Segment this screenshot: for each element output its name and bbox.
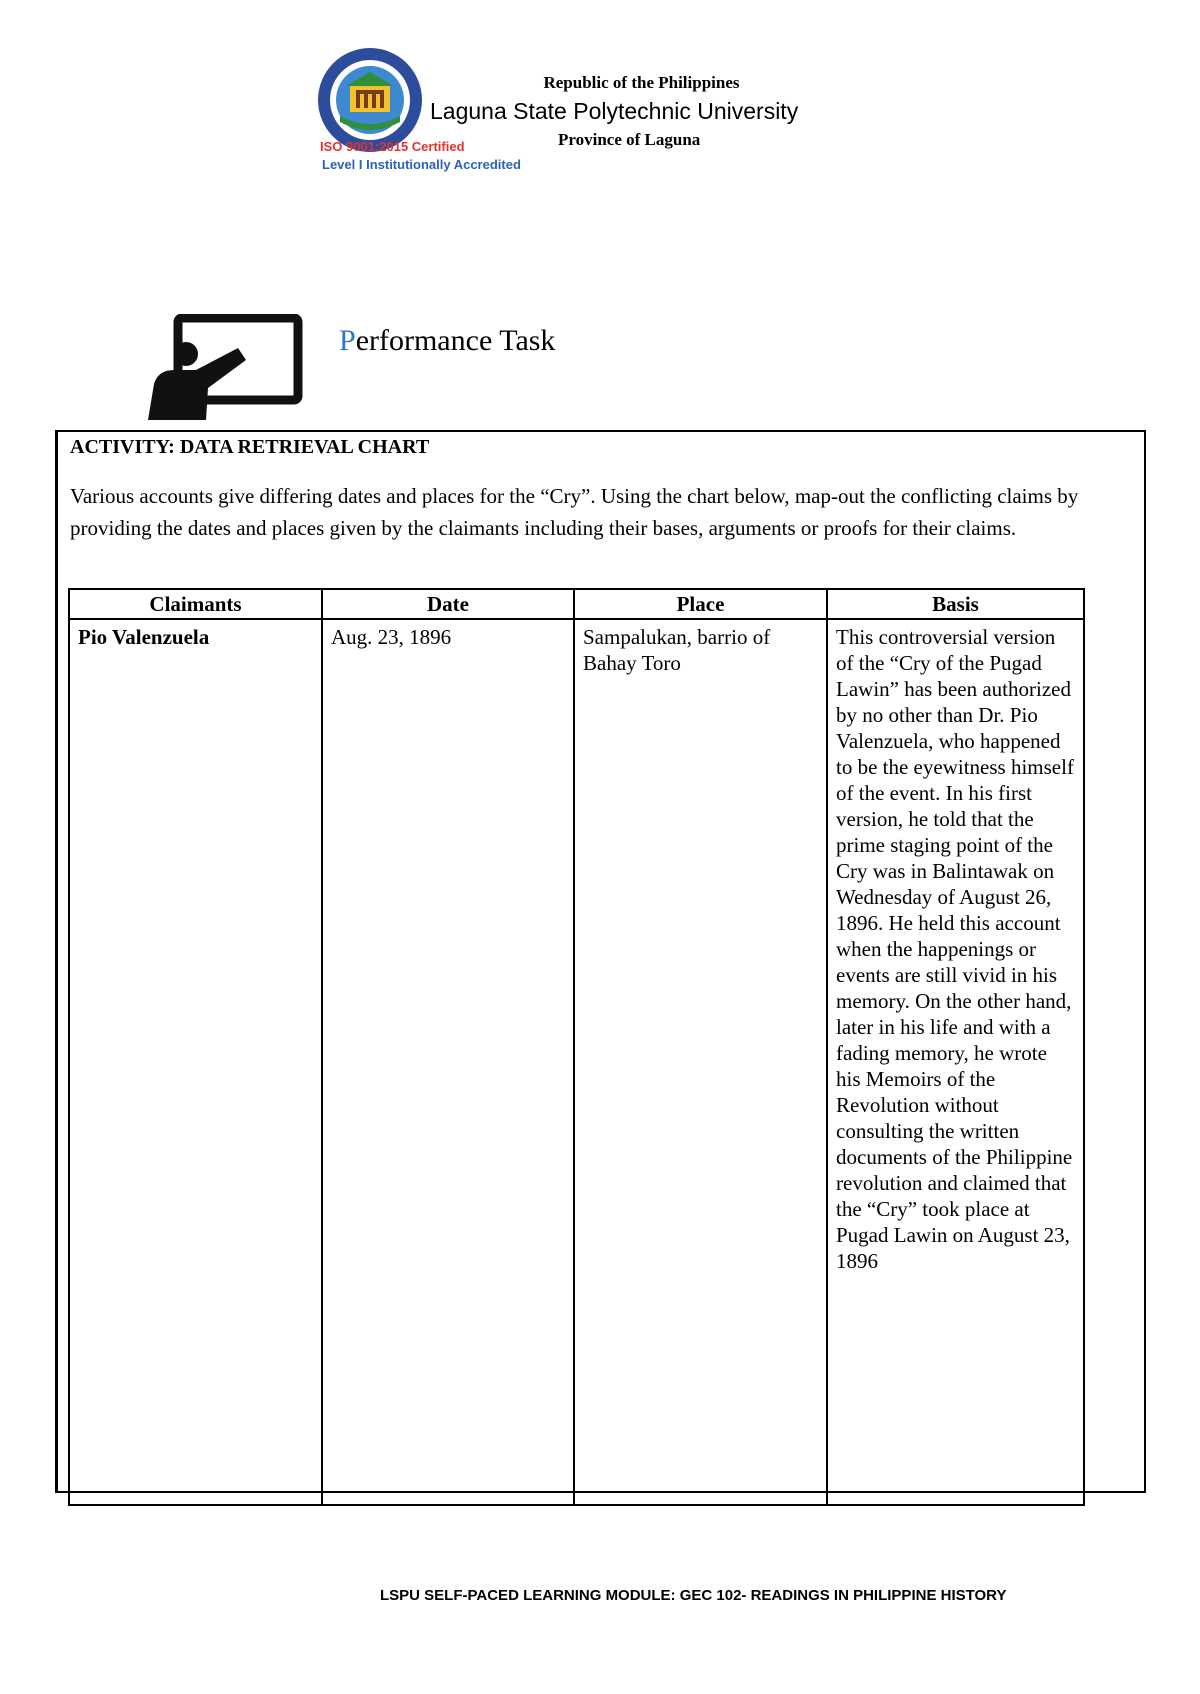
- cell-place: Sampalukan, barrio of Bahay Toro: [574, 619, 827, 1505]
- title-initial: P: [339, 324, 356, 357]
- republic-heading: Republic of the Philippines: [543, 73, 740, 92]
- performance-task-title: [339, 324, 555, 358]
- accreditation-level: Level I Institutionally Accredited: [322, 157, 521, 172]
- iso-certification: ISO 9001:2015 Certified: [320, 139, 465, 154]
- header-place: Place: [574, 589, 827, 619]
- title-rest: erformance Task: [355, 324, 556, 357]
- header-claimants: Claimants: [69, 589, 322, 619]
- header-date: Date: [322, 589, 574, 619]
- activity-heading: ACTIVITY: DATA RETRIEVAL CHART: [70, 436, 430, 458]
- activity-instructions: Various accounts give differing dates and places for the “Cry”. Using the chart below, map-out the conflicting claims by providing the dates and places given by the claimants including their bases, arguments or proofs for their claims.: [70, 484, 1079, 540]
- cell-basis: This controversial version of the “Cry of the Pugad Lawin” has been authorized by no other than Dr. Pio Valenzuela, who happened to be the eyewitness himself of the event. In his first version, he told that the prime staging point of the Cry was in Balintawak on Wednesday of August 26, 1896. He held this account when the happenings or events are still vivid in his memory. On the other hand, later in his life and with a fading memory, he wrote his Memoirs of the Revolution without consulting the written documents of the Philippine revolution and claimed that the “Cry” took place at Pugad Lawin on August 23, 1896: [827, 619, 1084, 1505]
- data-retrieval-chart: [68, 588, 1085, 1506]
- university-seal-logo: [316, 46, 424, 154]
- table-header-row: [69, 589, 1084, 619]
- table-row: [69, 619, 1084, 1505]
- province-heading: Province of Laguna: [558, 130, 701, 149]
- presentation-board-icon: [146, 314, 306, 422]
- cell-claimant: Pio Valenzuela: [69, 619, 322, 1505]
- cell-date: Aug. 23, 1896: [322, 619, 574, 1505]
- module-footer: LSPU SELF-PACED LEARNING MODULE: GEC 102- READINGS IN PHILIPPINE HISTORY: [380, 1587, 1007, 1604]
- university-name: Laguna State Polytechnic University: [430, 98, 799, 124]
- header-basis: Basis: [827, 589, 1084, 619]
